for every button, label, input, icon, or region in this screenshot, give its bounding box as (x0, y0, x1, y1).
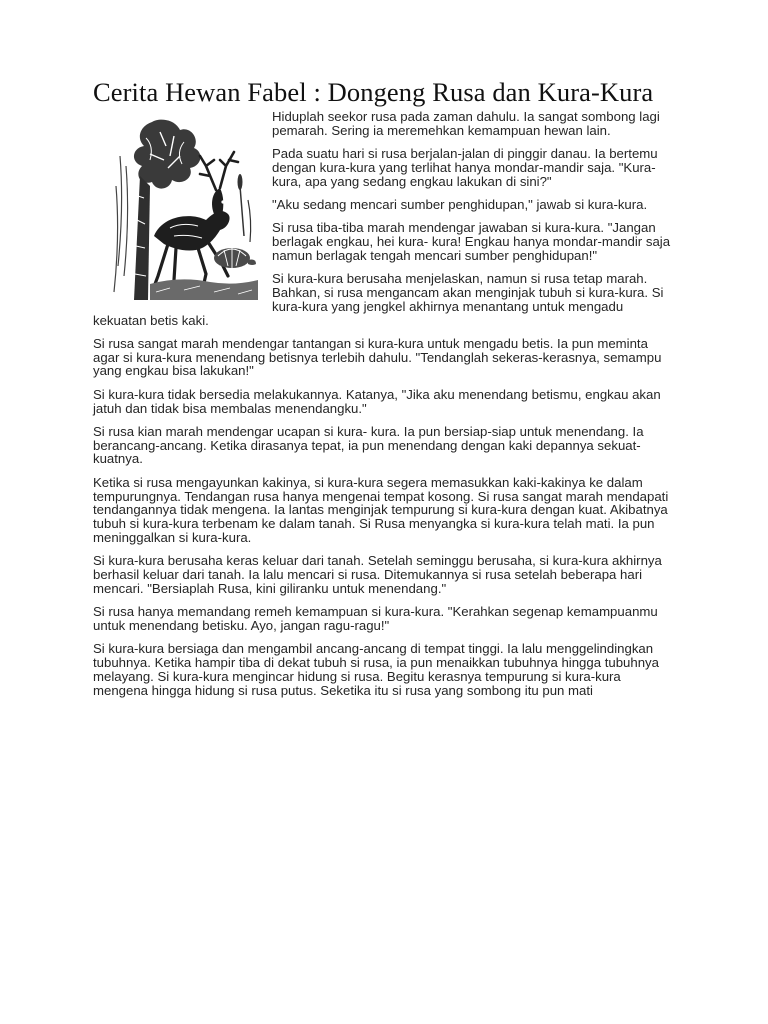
document-page (93, 78, 675, 707)
story-paragraph: Si rusa kian marah mendengar ucapan si kura- kura. Ia pun bersiap-siap untuk menendang. Ia berancang-ancang. Ketika dirasanya tepat, ia pun menendang dengan kaki depannya sekuat-kuatnya. (93, 423, 644, 467)
document-title: Cerita Hewan Fabel : Dongeng Rusa dan Kura-Kura (93, 77, 654, 107)
deer-and-tortoise-icon (110, 116, 258, 300)
story-paragraph: Si rusa sangat marah mendengar tantangan si kura-kura untuk mengadu betis. Ia pun meminta agar si kura-kura menendang betisnya terlebih dahulu. "Tendanglah sekeras-kerasnya, semampu yang engkau bisa lakukan!" (93, 335, 662, 379)
story-paragraph: Ketika si rusa mengayunkan kakinya, si kura-kura segera memasukkan kaki-kakinya ke dalam tempurungnya. Tendangan rusa hanya mengenai tempat kosong. Si rusa sangat marah mendapati tendangannya tidak mengena. Ia lantas menginjak tempurung si kura-kura dengan kuat. Akibatnya tubuh si kura-kura terbenam ke dalam tanah. Si Rusa menyangka si kura-kura telah mati. Ia pun meninggalkan si kura-kura. (93, 474, 669, 545)
story-paragraph: Si kura-kura berusaha menjelaskan, namun si rusa tetap marah. Bahkan, si rusa mengancam akan menginjak tubuh si kura-kura. Si kura-kura yang jengkel akhirnya menantang untuk mengadu kekuatan betis kaki. (93, 271, 664, 328)
story-paragraph: Si kura-kura berusaha keras keluar dari tanah. Setelah seminggu berusaha, si kura-kura akhirnya berhasil keluar dari tanah. Ia lalu mencari si rusa. Ditemukannya si rusa setelah beberapa hari mencari. "Bersiaplah Rusa, kini giliranku untuk menendang." (93, 553, 662, 596)
story-paragraph: Si kura-kura tidak bersedia melakukannya. Katanya, "Jika aku menendang betismu, engkau akan jatuh dan tidak bisa membalas menendangku." (93, 386, 661, 416)
story-paragraph: Pada suatu hari si rusa berjalan-jalan di pinggir danau. Ia bertemu dengan kura-kura yang terlihat hanya mondar-mandir saja. "Kura-kura, apa yang sedang engkau lakukan di sini?" (272, 146, 658, 189)
story-paragraph: "Aku sedang mencari sumber penghidupan," jawab si kura-kura. (272, 196, 648, 212)
story-paragraph: Si rusa tiba-tiba marah mendengar jawaban si kura-kura. "Jangan berlagak engkau, hei kura- kura! Engkau hanya mondar-mandir saja namun berlagak tengah mencari sumber penghidupan!" (272, 220, 671, 263)
story-paragraph: Si rusa hanya memandang remeh kemampuan si kura-kura. "Kerahkan segenap kemampuanmu untuk menendang betisku. Ayo, jangan ragu-ragu!" (93, 604, 658, 633)
story-paragraph: Hiduplah seekor rusa pada zaman dahulu. Ia sangat sombong lagi pemarah. Sering ia meremehkan kemampuan hewan lain. (272, 109, 660, 138)
story-paragraph: Si kura-kura bersiaga dan mengambil ancang-ancang di tempat tinggi. Ia lalu menggelindingkan tubuhnya. Ketika hampir tiba di dekat tubuh si rusa, ia pun menaikkan tubuhnya hingga tubuhnya melayang. Si kura-kura mengincar hidung si rusa. Begitu kerasnya tempurung si kura-kura mengena hingga hidung si rusa putus. Seketika itu si rusa yang sombong itu pun mati (93, 641, 659, 698)
deer-and-tortoise-illustration (110, 116, 258, 300)
